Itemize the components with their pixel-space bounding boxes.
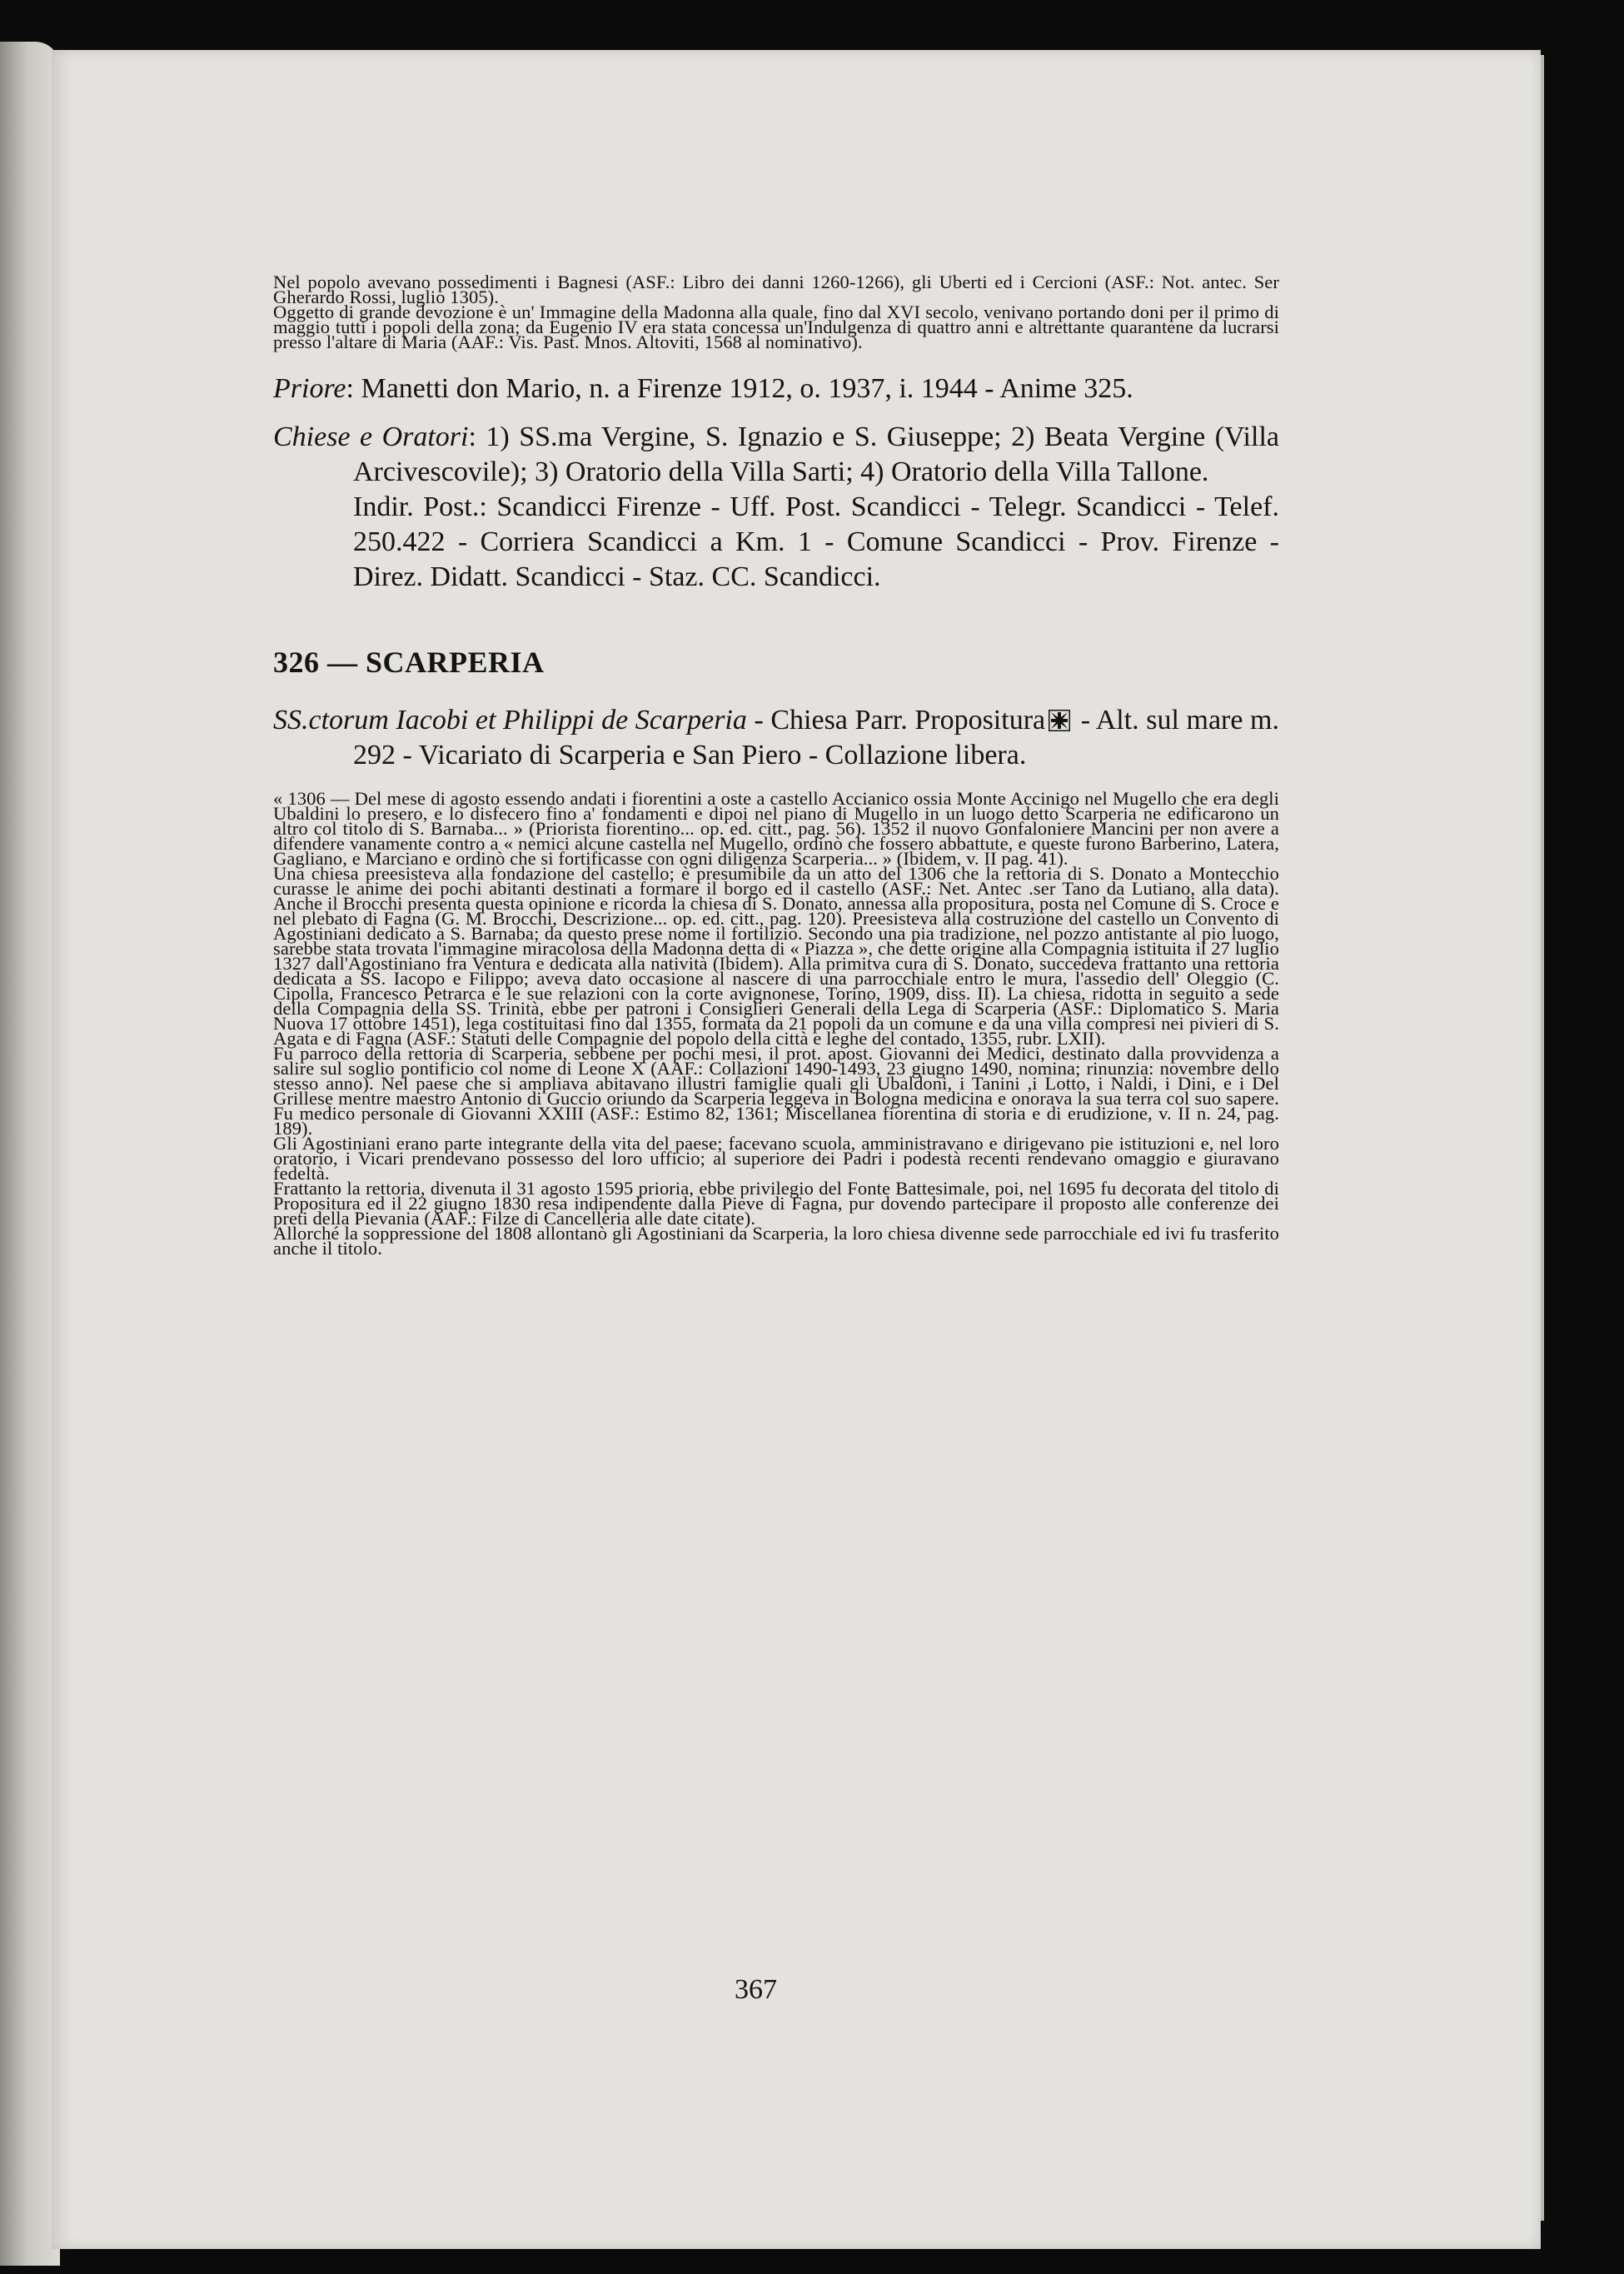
history-paragraph-3: Fu parroco della rettoria di Scarperia, sebbene per pochi mesi, il prot. apost. Giovanni dei Medici, destinato dalla provvidenza a salire sul soglio pontificio col nome di Leone X (AAF.: Collazioni 1490-1493, 23 giugno 1490, nomina; rinunzia: novembre dello stesso anno). Nel paese che si ampliava abitavano illustri famiglie quali gli Ubaldoni, i Tanini ,i Lotto, i Naldi, i Dini, e i Del Grillese mentre maestro Antonio di Guccio oriundo da Scarperia leggeva in Bologna medicina e onorava la sua terra col suo sapere. Fu medico personale di Giovanni XXIII (ASF.: Estimo 82, 1361; Miscellanea fiorentina di storia e di erudizione, v. II n. 24, pag. 189). bbox=[273, 1043, 1279, 1139]
history-paragraph-6: Allorché la soppressione del 1808 allontanò gli Agostiniani da Scarperia, la loro chiesa divenne sede parrocchiale ed ivi fu trasferito anche il titolo. bbox=[273, 1223, 1279, 1259]
top-note-paragraph-2: Oggetto di grande devozione è un' Immagine della Madonna alla quale, fino dal XVI secolo, venivano portando doni per il primo di maggio tutti i popoli della zona; da Eugenio IV era stata concessa un'Indulgenza di quattro anni e altrettante quarantene da lucrarsi presso l'altare di Maria (AAF.: Vis. Past. Mnos. Altoviti, 1568 al nominativo). bbox=[273, 302, 1279, 352]
priore-text: : Manetti don Mario, n. a Firenze 1912, o. 1937, i. 1944 - Anime 325. bbox=[346, 373, 1133, 404]
scarperia-entry-label: SS.ctorum Iacobi et Philippi de Scarperia bbox=[273, 705, 747, 736]
history-paragraph-5: Frattanto la rettoria, divenuta il 31 agosto 1595 prioria, ebbe privilegio del Fonte Battesimale, poi, nel 1695 fu decorata del titolo di Propositura ed il 22 giugno 1830 resa indipendente dalla Pieve di Fagna, pur dovendo partecipare il proposto alle conferenze dei preti della Pievania (AAF.: Filze di Cancelleria alle date citate). bbox=[273, 1178, 1279, 1229]
chiese-label: Chiese e Oratori bbox=[273, 421, 469, 452]
page-content bbox=[273, 272, 1279, 1259]
top-note bbox=[273, 272, 1279, 352]
section-title: 326 — SCARPERIA bbox=[273, 646, 545, 679]
history-paragraph-2: Una chiesa preesisteva alla fondazione del castello; è presumibile da un atto del 1306 che la rettoria di S. Donato a Montecchio curasse le anime dei pochi abitanti destinati a formare il borgo ed il castello (ASF.: Net. Antec .ser Tano da Lutiano, alla data). Anche il Brocchi presenta questa opinione e ricorda la chiesa di S. Donato, annessa alla propositura, posta nel Comune di S. Croce e nel plebato di Fagna (G. M. Brocchi, Descrizione... op. ed. citt., pag. 120). Preesisteva alla costruzione del castello un Convento di Agostiniani dedicato a S. Barnaba; da questo prese nome il fortilizio. Secondo una pia tradizione, nel pozzo antistante al pio luogo, sarebbe stata trovata l'immagine miracolosa della Madonna detta di « Piazza », che dette origine alla Compagnia istituita il 27 luglio 1327 dall'Agostiniano fra Ventura e dedicata alla natività (Ibidem). Alla primitva cura di S. Donato, succedeva frattanto una rettoria dedicata a SS. Iacopo e Filippo; aveva dato occasione al nascere di una parrocchiale entro le mura, l'assedio dell' Oleggio (C. Cipolla, Francesco Petrarca e le sue relazioni con la corte avignonese, Torino, 1909, diss. II). La chiesa, ridotta in seguito a sede della Compagnia della SS. Trinità, ebbe per patroni i Consiglieri Generali della Lega di Scarperia (ASF.: Diplomatico S. Maria Nuova 17 ottobre 1451), lega costituitasi fino dal 1355, formata da 21 popoli da un comune e da una villa compresi nei pivieri di S. Agata e di Fagna (ASF.: Statuti delle Compagnie del popolo della città e leghe del contado, 1355, rubr. LXII). bbox=[273, 863, 1279, 1049]
scarperia-entry-text-2: - Alt. sul mare m. 292 - Vicariato di Scarperia e San Piero - Collazione libera. bbox=[353, 705, 1279, 770]
priore-entry bbox=[273, 372, 1279, 406]
history-paragraph-4: Gli Agostiniani erano parte integrante della vita del paese; facevano scuola, amministravano e dirigevano pie istituzioni e, nel loro oratorio, i Vicari prendevano possesso del loro ufficio; al superiore dei Padri i podestà recenti rendevano omaggio e giuravano fedeltà. bbox=[273, 1133, 1279, 1184]
scarperia-entry bbox=[273, 703, 1279, 773]
chiese-entry bbox=[273, 420, 1279, 490]
history-paragraph-1: « 1306 — Del mese di agosto essendo andati i fiorentini a oste a castello Accianico ossia Monte Accinigo nel Mugello che era degli Ubaldini lo presero, e lo disfecero fino a' fondamenti e dipoi nel piano di Mugello in un luogo detto Scarperia ne edificarono un altro col titolo di S. Barnaba... » (Priorista fiorentino... op. ed. citt., pag. 56). 1352 il nuovo Gonfaloniere Mancini per non avere a difendere vanamente contro a « nemici alcune castella nel Mugello, ordinò che fossero abbattute, e queste furono Barberino, Latera, Gagliano, e Marciano e ordinò che si fortificasse con ogni diligenza Scarperia... » (Ibidem, v. II pag. 41). bbox=[273, 788, 1279, 869]
priore-label: Priore bbox=[273, 373, 346, 404]
cross-pattee-icon bbox=[1049, 710, 1070, 731]
chiese-text: : 1) SS.ma Vergine, S. Ignazio e S. Giuseppe; 2) Beata Vergine (Villa Arcivescovile); 3) Oratorio della Villa Sarti; 4) Oratorio della Villa Tallone. bbox=[353, 421, 1279, 487]
history-note bbox=[273, 788, 1279, 1259]
top-note-paragraph-1: Nel popolo avevano possedimenti i Bagnesi (ASF.: Libro dei danni 1260-1266), gli Uberti ed i Cercioni (ASF.: Not. antec. Ser Gherardo Rossi, luglio 1305). bbox=[273, 272, 1279, 307]
page-number: 367 bbox=[735, 1974, 777, 2005]
scarperia-entry-text-1: - Chiesa Parr. Propositura bbox=[746, 705, 1046, 736]
postal-address: Indir. Post.: Scandicci Firenze - Uff. Post. Scandicci - Telegr. Scandicci - Telef. 250.422 - Corriera Scandicci a Km. 1 - Comune Scandicci - Prov. Firenze - Direz. Didatt. Scandicci - Staz. CC. Scandicci. bbox=[353, 491, 1279, 592]
